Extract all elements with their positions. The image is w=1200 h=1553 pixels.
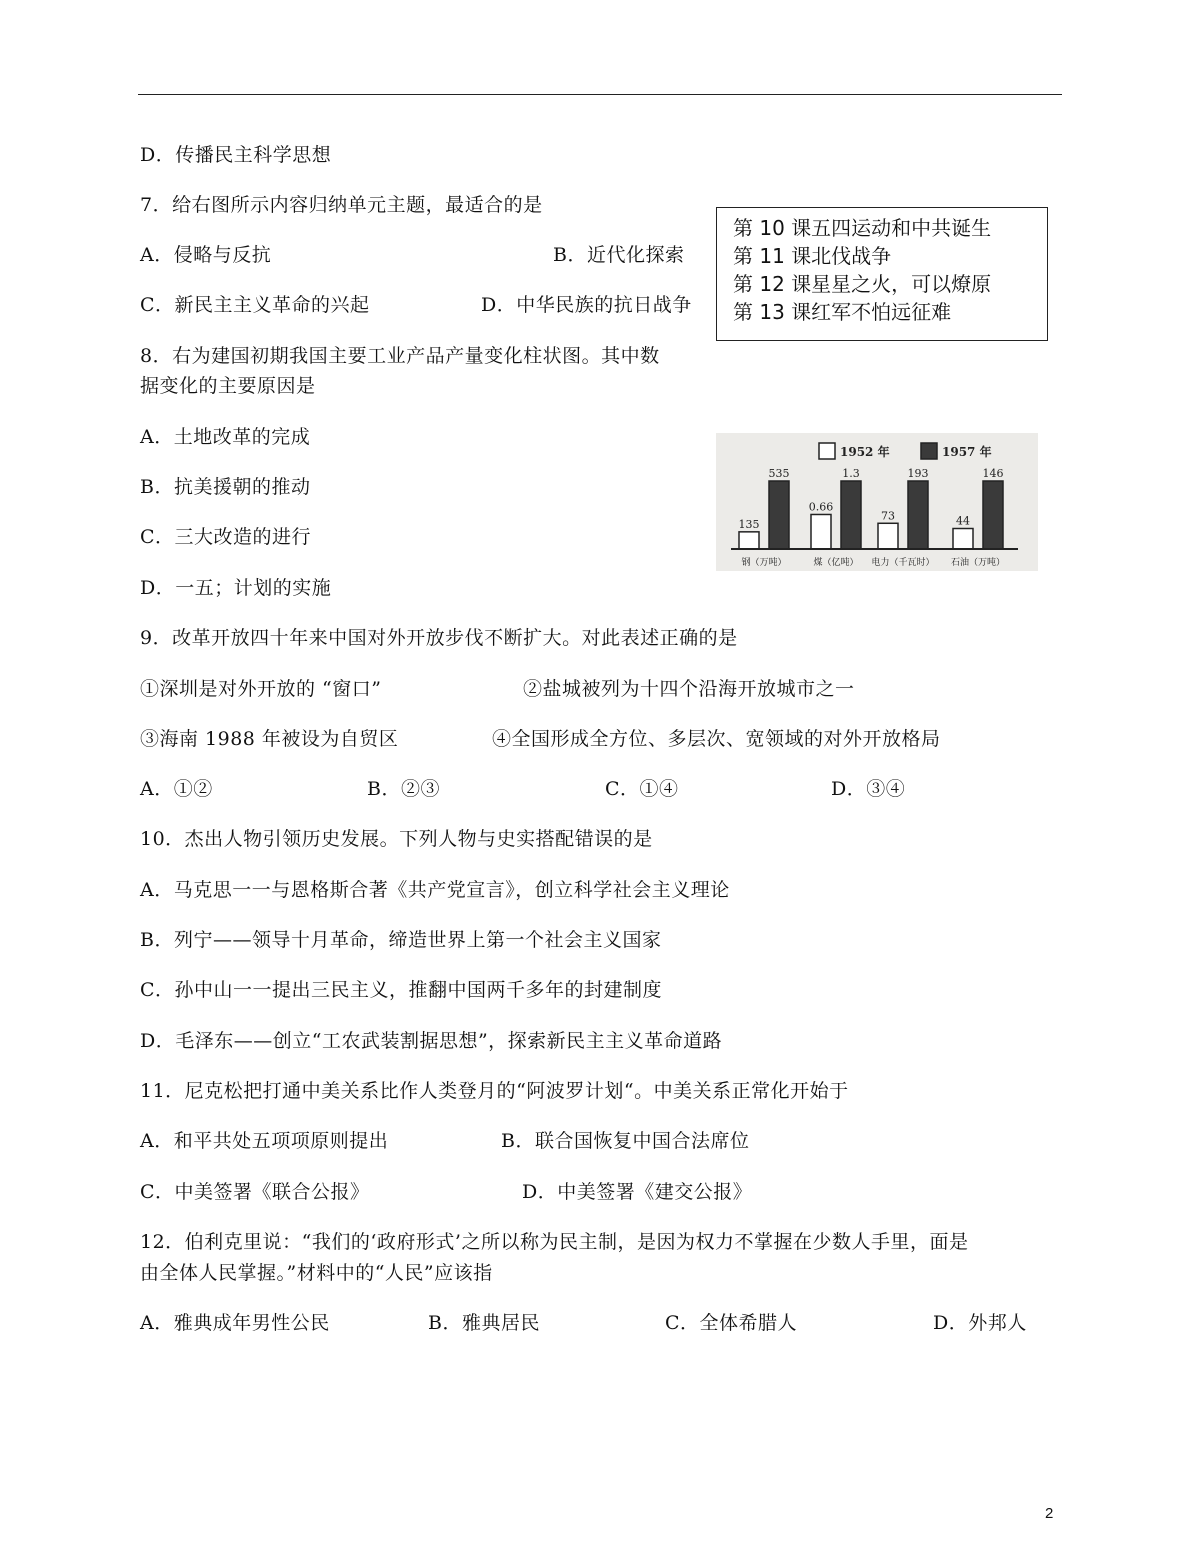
legend-swatch-1952	[819, 443, 835, 459]
q9-option-c: C．①④	[605, 778, 679, 800]
data-label-1952: 44	[956, 514, 970, 528]
bar-1957	[983, 481, 1003, 549]
data-label-1952: 135	[738, 517, 760, 531]
data-label-1952: 73	[881, 509, 895, 523]
bar-1952	[739, 532, 759, 549]
q7-option-a: A．侵略与反抗	[140, 244, 272, 266]
q7-option-b: B．近代化探索	[553, 244, 685, 266]
legend-label-1952: 1952 年	[840, 445, 890, 459]
q12-option-c: C．全体希腊人	[665, 1312, 798, 1334]
q12-option-a: A．雅典成年男性公民	[140, 1312, 330, 1334]
q11-option-d: D．中美签署《建交公报》	[522, 1181, 753, 1203]
q8-option-d: D．一五；计划的实施	[140, 577, 332, 599]
q9-statement-3: ③海南 1988 年被设为自贸区	[140, 728, 399, 750]
q10-option-a: A．马克思一一与恩格斯合著《共产党宣言》，创立科学社会主义理论	[140, 879, 730, 901]
q10-option-c: C．孙中山一一提出三民主义，推翻中国两千多年的封建制度	[140, 979, 663, 1001]
data-label-1957: 535	[768, 467, 790, 480]
q9-stem: 9．改革开放四十年来中国对外开放步伐不断扩大。对此表述正确的是	[140, 627, 738, 649]
lesson-item: 第 13 课红军不怕远征难	[733, 300, 952, 324]
q9-statement-2: ②盐城被列为十四个沿海开放城市之一	[523, 678, 855, 700]
legend-swatch-1957	[921, 443, 937, 459]
bar-1957	[841, 481, 861, 549]
q10-option-d: D．毛泽东——创立“工农武装割据思想”，探索新民主主义革命道路	[140, 1030, 723, 1052]
q7-stem: 7．给右图所示内容归纳单元主题，最适合的是	[140, 194, 543, 216]
category-tick-label: 石油（万吨）	[950, 558, 1006, 568]
lesson-item: 第 12 课星星之火，可以燎原	[733, 272, 992, 296]
bar-chart-svg	[716, 433, 1038, 571]
header-rule	[138, 94, 1062, 95]
data-label-1952: 0.66	[808, 500, 834, 514]
data-label-1957: 193	[907, 467, 929, 480]
q11-stem: 11．尼克松把打通中美关系比作人类登月的“阿波罗计划“。中美关系正常化开始于	[140, 1080, 849, 1102]
bar-1952	[953, 529, 973, 549]
q9-option-d: D．③④	[831, 778, 906, 800]
q12-option-b: B．雅典居民	[428, 1312, 540, 1334]
q9-option-a: A．①②	[140, 778, 213, 800]
q8-option-b: B．抗美援朝的推动	[140, 476, 311, 498]
q9-statement-4: ④全国形成全方位、多层次、宽领域的对外开放格局	[492, 728, 941, 750]
q8-stem-line2: 据变化的主要原因是	[140, 375, 316, 397]
category-tick-label: 钢（万吨）	[741, 558, 787, 568]
q6-option-d: D．传播民主科学思想	[140, 144, 332, 166]
q10-stem: 10．杰出人物引领历史发展。下列人物与史实搭配错误的是	[140, 828, 653, 850]
q11-option-c: C．中美签署《联合公报》	[140, 1181, 370, 1203]
legend-label-1957: 1957 年	[942, 445, 992, 459]
q9-option-b: B．②③	[367, 778, 440, 800]
category-tick-label: 电力（千瓦时）	[871, 558, 935, 568]
bar-1957	[769, 481, 789, 549]
lesson-list-box	[716, 207, 1048, 341]
lesson-item: 第 11 课北伐战争	[733, 244, 892, 268]
q12-stem-line2: 由全体人民掌握。”材料中的“人民”应该指	[140, 1262, 493, 1284]
q11-option-b: B．联合国恢复中国合法席位	[501, 1130, 750, 1152]
bar-1957	[908, 481, 928, 549]
q7-option-d: D．中华民族的抗日战争	[481, 294, 692, 316]
category-tick-label: 煤（亿吨）	[813, 558, 859, 568]
page-number: 2	[1045, 1505, 1054, 1522]
data-label-1957: 146	[982, 467, 1004, 480]
q9-statement-1: ①深圳是对外开放的 “窗口”	[140, 678, 382, 700]
lesson-item: 第 10 课五四运动和中共诞生	[733, 216, 992, 240]
q11-option-a: A．和平共处五项项原则提出	[140, 1130, 389, 1152]
bar-1952	[878, 523, 898, 549]
industrial-output-bar-chart	[716, 433, 1038, 571]
q8-stem-line1: 8．右为建国初期我国主要工业产品产量变化柱状图。其中数	[140, 345, 660, 367]
q12-option-d: D．外邦人	[933, 1312, 1027, 1334]
q8-option-c: C．三大改造的进行	[140, 526, 312, 548]
data-label-1957: 1.3	[842, 467, 860, 480]
q12-stem-line1: 12．伯利克里说：“我们的‘政府形式’之所以称为民主制，是因为权力不掌握在少数人手里，面是	[140, 1231, 969, 1253]
q7-option-c: C．新民主主义革命的兴起	[140, 294, 370, 316]
bar-1952	[811, 514, 831, 549]
q10-option-b: B．列宁——领导十月革命，缔造世界上第一个社会主义国家	[140, 929, 662, 951]
q8-option-a: A．土地改革的完成	[140, 426, 311, 448]
